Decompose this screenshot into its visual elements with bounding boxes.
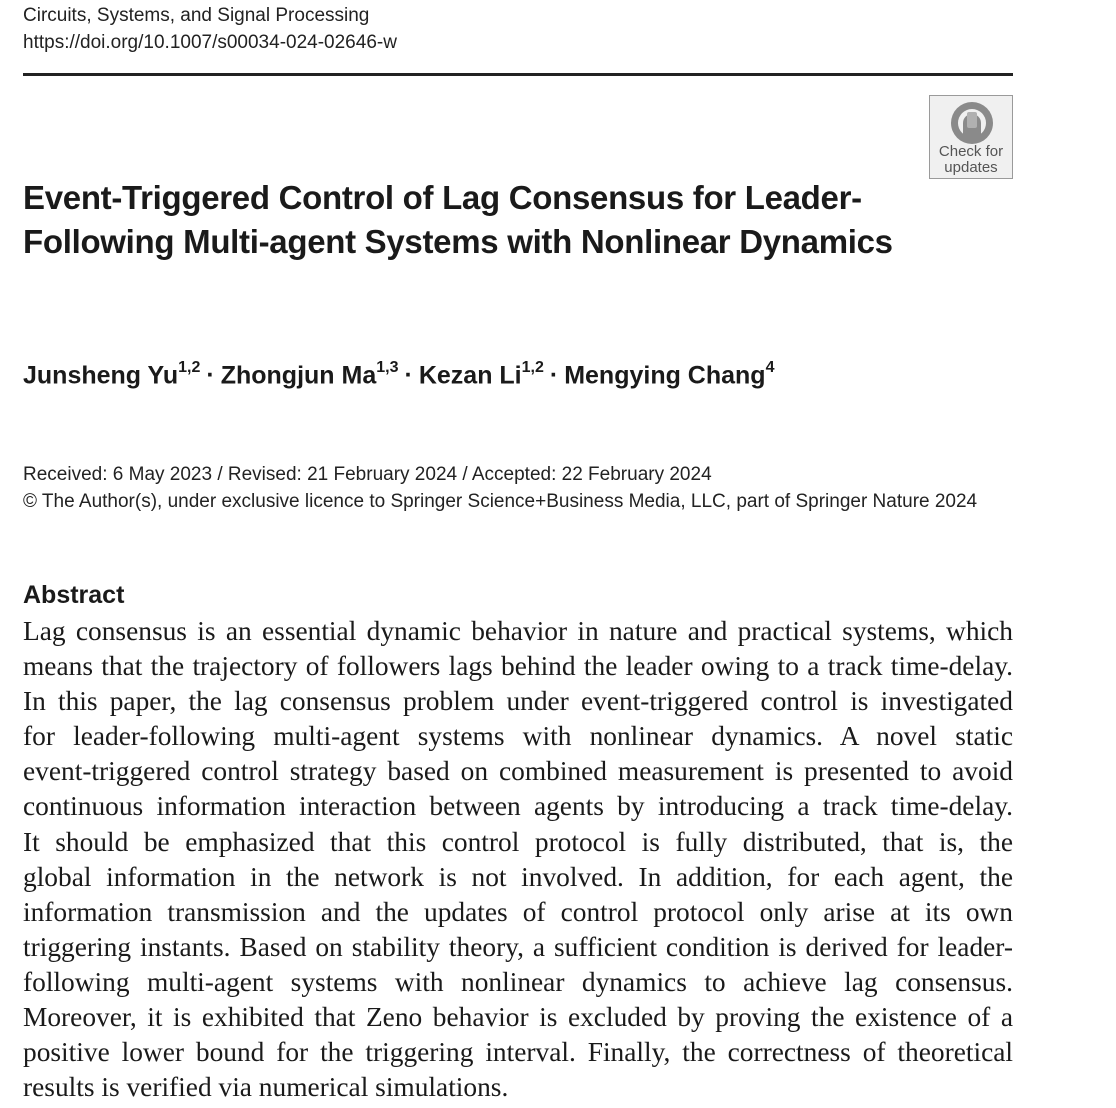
- abstract-line: following multi-agent systems with nonlinear dynamics to achieve lag consensus.: [23, 966, 1013, 997]
- abstract-text: [23, 614, 1013, 1105]
- copyright-notice: © The Author(s), under exclusive licence to Springer Science+Business Media, LLC, part of Springer Nature 2024: [23, 491, 978, 512]
- abstract-line: event-triggered control strategy based on combined measurement is presented to avoid: [23, 756, 1013, 787]
- author-name[interactable]: Kezan Li: [418, 361, 522, 390]
- author-separator: ·: [206, 361, 215, 390]
- abstract-line: Lag consensus is an essential dynamic behavior in nature and practical systems, which: [23, 616, 1013, 646]
- abstract-line: triggering instants. Based on stability theory, a sufficient condition is derived for leader-: [23, 931, 1013, 962]
- abstract-line: It should be emphasized that this control protocol is fully distributed, that is, the: [23, 826, 1013, 857]
- doi-link[interactable]: https://doi.org/10.1007/s00034-024-02646-w: [23, 32, 397, 53]
- publication-dates: Received: 6 May 2023 / Revised: 21 February 2024 / Accepted: 22 February 2024: [23, 464, 712, 485]
- author-separator: ·: [549, 361, 559, 390]
- abstract-line: for leader-following multi-agent systems with nonlinear dynamics. A novel static: [23, 721, 1013, 752]
- author-name[interactable]: Mengying Chang: [564, 361, 766, 390]
- author-list: [23, 352, 775, 393]
- author-name[interactable]: Junsheng Yu: [23, 361, 179, 390]
- check-for-updates-icon: [948, 99, 996, 147]
- abstract-heading: Abstract: [23, 581, 125, 609]
- abstract-line: global information in the network is not involved. In addition, for each agent, the: [23, 861, 1013, 892]
- abstract-line: Moreover, it is exhibited that Zeno behavior is excluded by proving the existence of a: [23, 1002, 1013, 1033]
- abstract-line: means that the trajectory of followers lags behind the leader owing to a track time-delay.: [23, 651, 1013, 682]
- abstract-line: results is verified via numerical simulations.: [23, 1072, 509, 1103]
- author-affiliation: 4: [765, 359, 775, 376]
- badge-label: Check for updates: [938, 143, 1004, 176]
- header-rule: [23, 73, 1013, 76]
- author-name[interactable]: Zhongjun Ma: [220, 361, 377, 390]
- abstract-line: In this paper, the lag consensus problem under event-triggered control is investigated: [23, 686, 1013, 717]
- author-affiliation: 1,3: [376, 359, 399, 376]
- check-for-updates-badge[interactable]: [929, 95, 1013, 179]
- author-affiliation: 1,2: [178, 359, 201, 376]
- author-separator: ·: [404, 361, 413, 390]
- journal-name: Circuits, Systems, and Signal Processing: [23, 5, 370, 26]
- paper-title: Event-Triggered Control of Lag Consensus for Leader-Following Multi-agent Systems with Nonlinear Dynamics: [23, 179, 893, 260]
- author-affiliation: 1,2: [521, 359, 544, 376]
- abstract-line: positive lower bound for the triggering interval. Finally, the correctness of theoretical: [23, 1037, 1013, 1068]
- abstract-line: continuous information interaction between agents by introducing a track time-delay.: [23, 791, 1013, 822]
- abstract-line: information transmission and the updates of control protocol only arise at its own: [23, 896, 1013, 927]
